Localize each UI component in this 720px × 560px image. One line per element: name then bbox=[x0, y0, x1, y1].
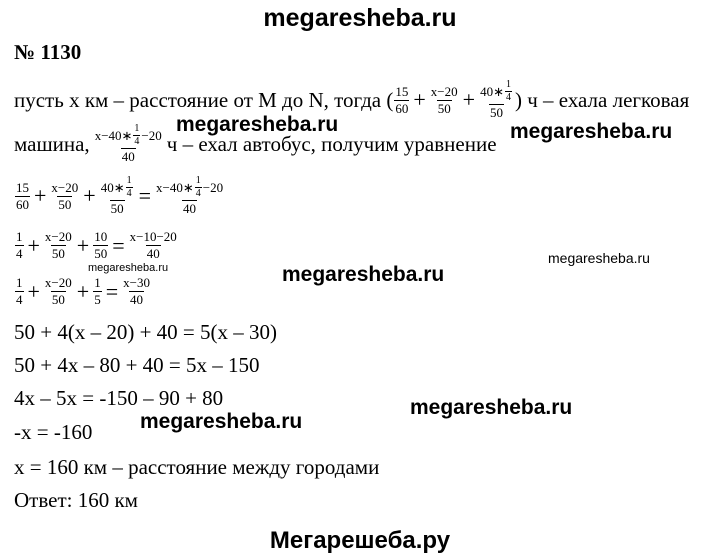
watermark: megaresheba.ru bbox=[140, 410, 303, 433]
equation-1: $\frac{15}{60}$ + $\frac{x-20}{50}$ + 40∗ $\frac{1}{4}$ 50 = x−40∗ $\frac{1}{4}$ −20 40 bbox=[16, 175, 224, 216]
fraction-quarter: $\frac{1}{4}$ bbox=[134, 123, 140, 147]
watermark: megaresheba.ru bbox=[176, 113, 339, 136]
answer-line: Ответ: 160 км bbox=[14, 488, 138, 512]
problem-number: № 1130 bbox=[14, 40, 82, 64]
equation-2: $\frac{1}{4}$ + $\frac{x-20}{50}$ + $\frac{10}{50}$ = $\frac{x-10-20}{40}$ bbox=[16, 229, 177, 261]
solution-line-1 bbox=[14, 80, 689, 120]
step-line: 50 + 4(х – 20) + 40 = 5(х – 30) bbox=[14, 320, 278, 344]
step-line: 50 + 4х – 80 + 40 = 5х – 150 bbox=[14, 353, 260, 377]
fraction-x20-50: $\frac{x-20}{50}$ bbox=[430, 83, 458, 116]
line2-text-pre: машина, bbox=[14, 131, 90, 156]
watermark: megaresheba.ru bbox=[410, 396, 573, 419]
line1-text-post: ) ч – ехала легковая bbox=[514, 87, 690, 112]
watermark: megaresheba.ru bbox=[282, 263, 445, 286]
line2-text-post: ч – ехал автобус, получим уравнение bbox=[166, 131, 497, 156]
watermark: megaresheba.ru bbox=[510, 120, 673, 143]
step-line: х = 160 км – расстояние между городами bbox=[14, 455, 380, 479]
fraction-quarter: $\frac{1}{4}$ bbox=[505, 79, 511, 103]
line1-text-pre: пусть х км – расстояние от М до N, тогда ( bbox=[14, 87, 394, 112]
watermark: megaresheba.ru bbox=[88, 262, 169, 274]
fraction-40q-50: 40∗ $\frac{1}{4}$ 50 bbox=[480, 79, 511, 120]
site-header: megaresheba.ru bbox=[263, 4, 457, 32]
step-line: -х = -160 bbox=[14, 420, 93, 444]
watermark: megaresheba.ru bbox=[548, 250, 650, 266]
step-line: 4х – 5х = -150 – 90 + 80 bbox=[14, 386, 224, 410]
plus-sign: + bbox=[413, 87, 426, 112]
plus-sign: + bbox=[462, 87, 476, 112]
fraction-bus-time: x−40∗ $\frac{1}{4}$ −20 40 bbox=[94, 123, 162, 164]
fraction-15-60: $\frac{15}{60}$ bbox=[395, 83, 409, 116]
equation-3: $\frac{1}{4}$ + $\frac{x-20}{50}$ + $\frac{1}{5}$ = $\frac{x-30}{40}$ bbox=[16, 275, 150, 307]
site-footer: Мегарешеба.ру bbox=[269, 527, 451, 554]
